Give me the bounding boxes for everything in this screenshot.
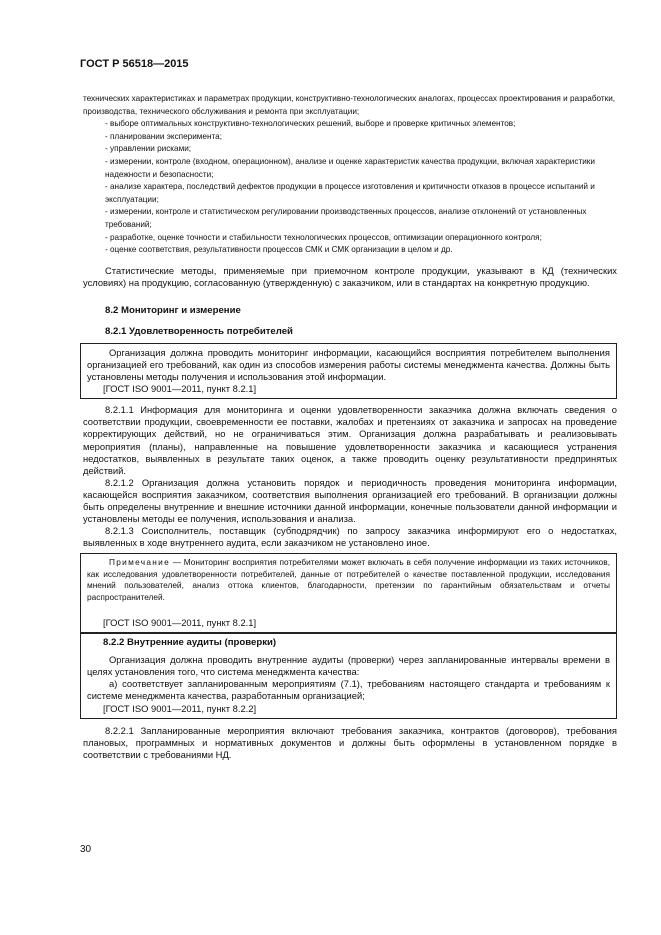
- list-item: - анализе характера, последствий дефектов продукции в процессе изготовления и критичности отказов в процессе испытаний и эксплуатации;: [105, 182, 595, 204]
- note-box: [80, 553, 617, 633]
- section-8-2-2-box: [80, 633, 617, 718]
- section-8-2-1-heading: 8.2.1 Удовлетворенность потребителей: [105, 325, 293, 337]
- list-item: - планировании эксперимента;: [105, 131, 222, 141]
- quoted-requirement-text: Организация должна проводить мониторинг информации, касающийся восприятия потребителем выполнения организацией его требований, как один из способов измерения работы системы менеджмента качества. Должны быть установлены методы получения и использования этой информации.: [87, 346, 610, 383]
- page-number: 30: [80, 844, 92, 855]
- list-item: - выборе оптимальных конструктивно-технологических решений, выборе и проверке критичных элементов;: [105, 119, 516, 129]
- list-item: - управлении рисками;: [105, 144, 192, 154]
- list-item: - измерении, контроле и статистическом регулировании производственных процессов, анализе отклонений от установленных требований;: [105, 207, 587, 229]
- note-label: Примечание: [109, 557, 171, 568]
- clause-8-2-1-3: 8.2.1.3 Соисполнитель, поставщик (субподрядчик) по запросу заказчика информируют его о недостатках, выявленных в ходе внутреннего аудита, если заказчиком не установлено иное.: [83, 525, 617, 549]
- list-item: - оценке соответствия, результативности процессов СМК и СМК организации в целом и др.: [105, 245, 453, 255]
- quoted-requirement-text: Организация должна проводить внутренние аудиты (проверки) через запланированные интервалы времени в целях установления того, что система менеджмента качества:: [87, 654, 610, 678]
- standard-reference: [ГОСТ ISO 9001—2011, пункт 8.2.1]: [103, 383, 257, 395]
- list-item: - измерении, контроле (входном, операционном), анализе и оценке характеристик качества продукции, включая характеристики надежности и безопасности;: [105, 156, 595, 179]
- section-8-2-heading: 8.2 Мониторинг и измерение: [105, 304, 241, 316]
- section-8-2-2-heading: 8.2.2 Внутренние аудиты (проверки): [103, 637, 277, 649]
- clause-8-2-1-2: 8.2.1.2 Организация должна установить порядок и периодичность проведения мониторинга информации, касающейся восприятия заказчиком, соответствия выполнения организацией его требований. В организации должны быть определены внутренние и внешние источники данной информации, конечные пользователи данной информации и установлены методы ее получения, использования и анализа.: [83, 476, 617, 525]
- quoted-requirement-item: а) соответствует запланированным мероприятиям (7.1), требованиям настоящего стандарта и требованиям к системе менеджмента качества, разработанным организацией;: [87, 678, 610, 702]
- list-continuation: технических характеристиках и параметрах продукции, конструктивно-технологических аналогах, процессах проектирования и разработки, производства, технического обслуживания и ремонта при эксплуатации;: [83, 94, 616, 116]
- clause-8-2-2-1: 8.2.2.1 Запланированные мероприятия включают требования заказчика, контрактов (договоров), требования плановых, программных и нормативных документов и должны быть оформлены в установленном порядке в соответствии с требованиями НД.: [83, 724, 617, 760]
- standard-reference: [ГОСТ ISO 9001—2011, пункт 8.2.1]: [103, 617, 257, 629]
- page-content: [83, 93, 617, 761]
- quoted-requirement-box: [80, 343, 617, 399]
- clause-8-2-1-1: 8.2.1.1 Информация для мониторинга и оценки удовлетворенности заказчика должна включать сведения о соответствии продукции, своевременности ее поставки, жалобах и претензиях от заказчика и запросах на проведение корректирующих действий, но не ограничиваться этим. Организация должна разрабатывать и реализовывать мероприятия (планы), направленные на повышение удовлетворенности заказчика и касающиеся устранения недостатков, выявленных в результате таких оценок, а также проводить оценку результативности предпринятых действий.: [83, 404, 617, 476]
- list-item: - разработке, оценке точности и стабильности технологических процессов, оптимизации операционного контроля;: [105, 232, 542, 242]
- statistical-methods-paragraph: Статистические методы, применяемые при приемочном контроле продукции, указывают в КД (технических условиях) на продукцию, согласованную (утвержденную) с заказчиком, или в стандартах на конкретную продукцию.: [83, 264, 617, 288]
- note-text: — Мониторинг восприятия потребителями может включать в себя получение информации из таких источников, как исследования удовлетворенности потребителей, данные от потребителей о качестве поставленной продукции, исследования мнений пользователей, анализ оттока клиентов, благодарности, претензии по гарантийным обязательствам и отчеты распространителей.: [87, 557, 610, 602]
- standard-reference: [ГОСТ ISO 9001—2011, пункт 8.2.2]: [103, 702, 257, 714]
- document-header: ГОСТ Р 56518—2015: [80, 58, 189, 70]
- methods-list: [83, 93, 617, 257]
